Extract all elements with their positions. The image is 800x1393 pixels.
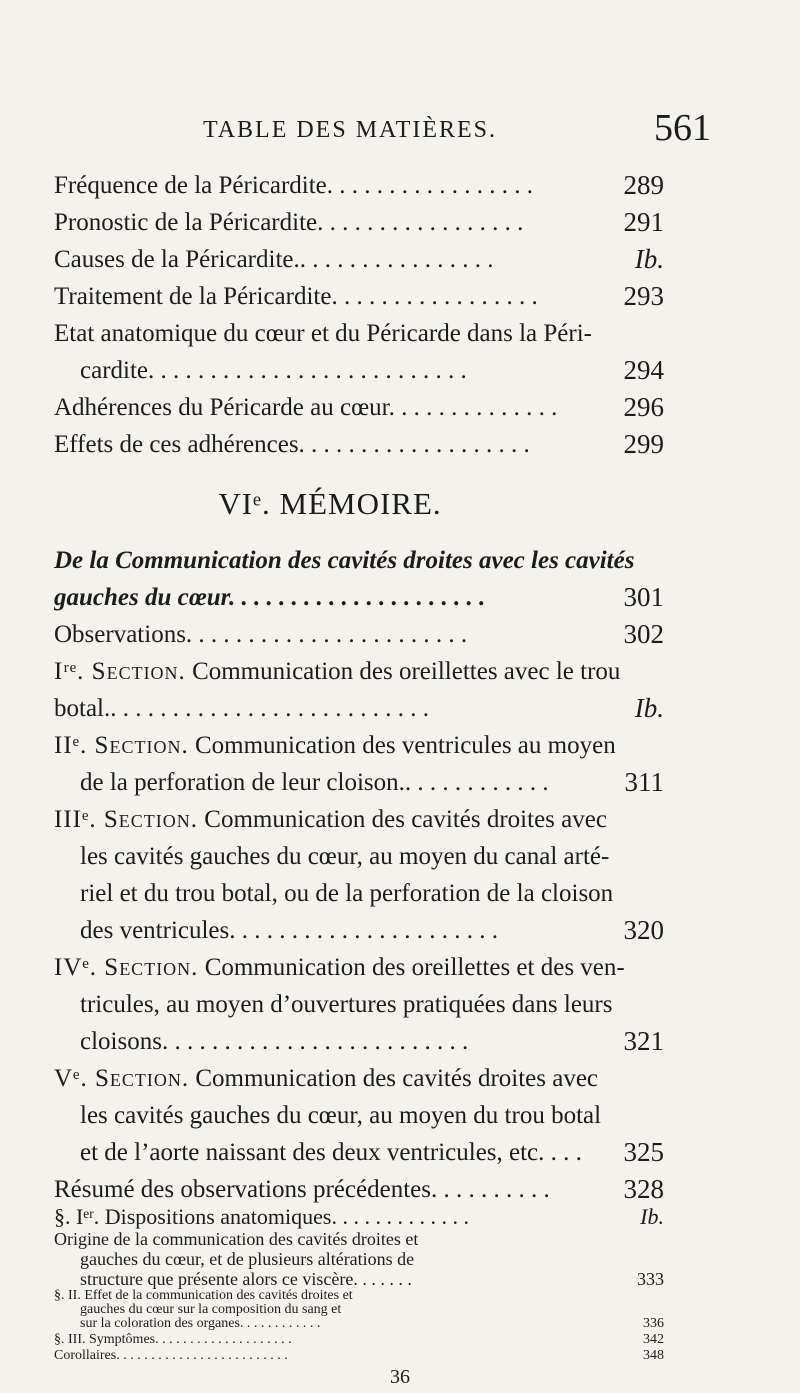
page-number: 561 bbox=[654, 107, 711, 149]
toc-entry bbox=[54, 389, 664, 426]
toc-entry-page: 320 bbox=[623, 915, 664, 945]
section-label: IVᵉ. Section. bbox=[54, 954, 199, 981]
toc-entry-text: Adhérences du Péricarde au cœur. . . . . . . . . . . . . . bbox=[54, 394, 558, 421]
toc-entry-page: Ib. bbox=[634, 244, 664, 274]
toc-section-entry bbox=[54, 727, 664, 801]
toc-entry-text: Causes de la Péricardite.. . . . . . . . . . . . . . . . bbox=[54, 246, 494, 273]
toc-entry-text: §. III. Symptômes. . . . . . . . . . . . . . . . . . . . bbox=[54, 1333, 292, 1347]
toc-entry-text: cloisons. . . . . . . . . . . . . . . . . . . . . . . . . bbox=[80, 1028, 469, 1055]
toc-entry-text: Pronostic de la Péricardite. . . . . . . . . . . . . . . . . bbox=[54, 209, 524, 236]
toc-entry-text: structure que présente alors ce viscère. . . . . . . bbox=[80, 1269, 412, 1289]
toc-entry-text: et de l’aorte naissant des deux ventricules, etc. . . . bbox=[80, 1139, 582, 1166]
toc-entry-page: 325 bbox=[623, 1137, 664, 1167]
toc-entry-text: botal.. . . . . . . . . . . . . . . . . . . . . . . . . . bbox=[54, 695, 429, 722]
toc-entry bbox=[54, 278, 664, 315]
toc-entry-page: 311 bbox=[624, 767, 664, 797]
toc-entry-text: Traitement de la Péricardite. . . . . . . . . . . . . . . . . bbox=[54, 283, 538, 310]
toc-entry-text: Communication des cavités droites avec bbox=[195, 1065, 599, 1092]
toc-entry-text: Observations. . . . . . . . . . . . . . . . . . . . . . . bbox=[54, 621, 468, 648]
toc-entry-text: riel et du trou botal, ou de la perforation de la cloison bbox=[80, 880, 614, 907]
section-heading: VIᵉ. MÉMOIRE. bbox=[218, 486, 442, 521]
section-label: IIᵉ. Section. bbox=[54, 732, 189, 759]
toc-entry-text: Résumé des observations précédentes. . . . . . . . . . bbox=[54, 1176, 550, 1203]
toc-entry-page: Ib. bbox=[634, 693, 664, 723]
toc-entry-text: De la Communication des cavités droites avec les cavités bbox=[54, 547, 635, 574]
toc-entry bbox=[54, 315, 664, 389]
toc-entry-text: Etat anatomique du cœur et du Péricarde dans la Péri- bbox=[54, 320, 593, 347]
toc-section-entry bbox=[54, 801, 664, 949]
toc-entry-text: les cavités gauches du cœur, au moyen du canal arté- bbox=[80, 843, 610, 870]
book-page bbox=[40, 0, 760, 1393]
toc-entry-text: Communication des oreillettes et des ven- bbox=[204, 954, 625, 981]
toc-entry-page: 342 bbox=[643, 1332, 664, 1347]
toc-entry-text: tricules, au moyen d’ouvertures pratiquées dans leurs bbox=[80, 991, 613, 1018]
toc-entry-page: 328 bbox=[623, 1174, 664, 1204]
toc-entry-text: les cavités gauches du cœur, au moyen du trou botal bbox=[80, 1102, 602, 1129]
toc-entry-page: 333 bbox=[637, 1269, 664, 1289]
toc-entry-text: cardite. . . . . . . . . . . . . . . . . . . . . . . . . . bbox=[80, 357, 467, 384]
toc-entry-text: des ventricules. . . . . . . . . . . . . . . . . . . . . . bbox=[80, 917, 499, 944]
toc-entry-page: Ib. bbox=[640, 1204, 664, 1229]
toc-entry bbox=[54, 616, 664, 653]
toc-entry bbox=[54, 1171, 664, 1208]
toc-entry-page: 321 bbox=[623, 1026, 664, 1056]
toc-entry-text: Communication des oreillettes avec le trou bbox=[192, 658, 621, 685]
toc-entry bbox=[54, 204, 664, 241]
toc-entry bbox=[54, 426, 664, 463]
toc-entry-page: 348 bbox=[643, 1348, 664, 1363]
toc-entry-text: gauches du cœur, et de plusieurs altérations de bbox=[80, 1249, 415, 1269]
toc-entry-text: Communication des cavités droites avec bbox=[204, 806, 607, 833]
toc-entry-page: 301 bbox=[623, 582, 664, 612]
toc-entry-text: de la perforation de leur cloison.. . . . . . . . . . . . bbox=[80, 769, 549, 796]
toc-entry-text: Communication des ventricules au moyen bbox=[194, 732, 616, 759]
toc-entry-page: 336 bbox=[643, 1316, 664, 1331]
toc-section-entry bbox=[54, 653, 664, 727]
toc-entry-page: 296 bbox=[623, 392, 664, 422]
toc-section-entry bbox=[54, 1060, 664, 1171]
toc-entry-text: §. II. Effet de la communication des cavités droites et bbox=[54, 1289, 353, 1303]
toc-entry bbox=[54, 167, 664, 204]
section-label: Iʳᵉ. Section. bbox=[54, 658, 186, 685]
toc-entry-page: 289 bbox=[623, 170, 664, 200]
toc-entry-page: 294 bbox=[623, 355, 664, 385]
toc-entry-text: Fréquence de la Péricardite. . . . . . . . . . . . . . . . . bbox=[54, 172, 534, 199]
toc-entry-text: sur la coloration des organes. . . . . . . . . . . . bbox=[80, 1317, 321, 1331]
toc-entry-page: 291 bbox=[623, 207, 664, 237]
toc-entry-page: 302 bbox=[623, 619, 664, 649]
toc-entry-text: gauches du cœur sur la composition du sang et bbox=[80, 1303, 342, 1317]
toc-entry-page: 293 bbox=[623, 281, 664, 311]
section-label: Vᵉ. Section. bbox=[54, 1065, 190, 1092]
toc-entry-text: gauches du cœur. . . . . . . . . . . . . . . . . . . . . bbox=[54, 584, 486, 611]
toc-entry-text: Corollaires. . . . . . . . . . . . . . . . . . . . . . . . . bbox=[54, 1349, 288, 1363]
toc-entry-page: 299 bbox=[623, 429, 664, 459]
toc-section-entry bbox=[54, 949, 664, 1060]
section-label: IIIᵉ. Section. bbox=[54, 806, 199, 833]
toc-entry bbox=[54, 241, 664, 278]
running-title: TABLE DES MATIÈRES. bbox=[202, 117, 498, 143]
toc-entry bbox=[54, 542, 664, 616]
toc-entry-text: §. Iᵉʳ. Dispositions anatomiques. . . . . . . . . . . . . bbox=[54, 1205, 469, 1229]
toc-entry-text: Effets de ces adhérences. . . . . . . . . . . . . . . . . . . bbox=[54, 431, 530, 458]
toc-entry-text: Origine de la communication des cavités droites et bbox=[54, 1229, 419, 1249]
signature-mark: 36 bbox=[390, 1366, 410, 1388]
